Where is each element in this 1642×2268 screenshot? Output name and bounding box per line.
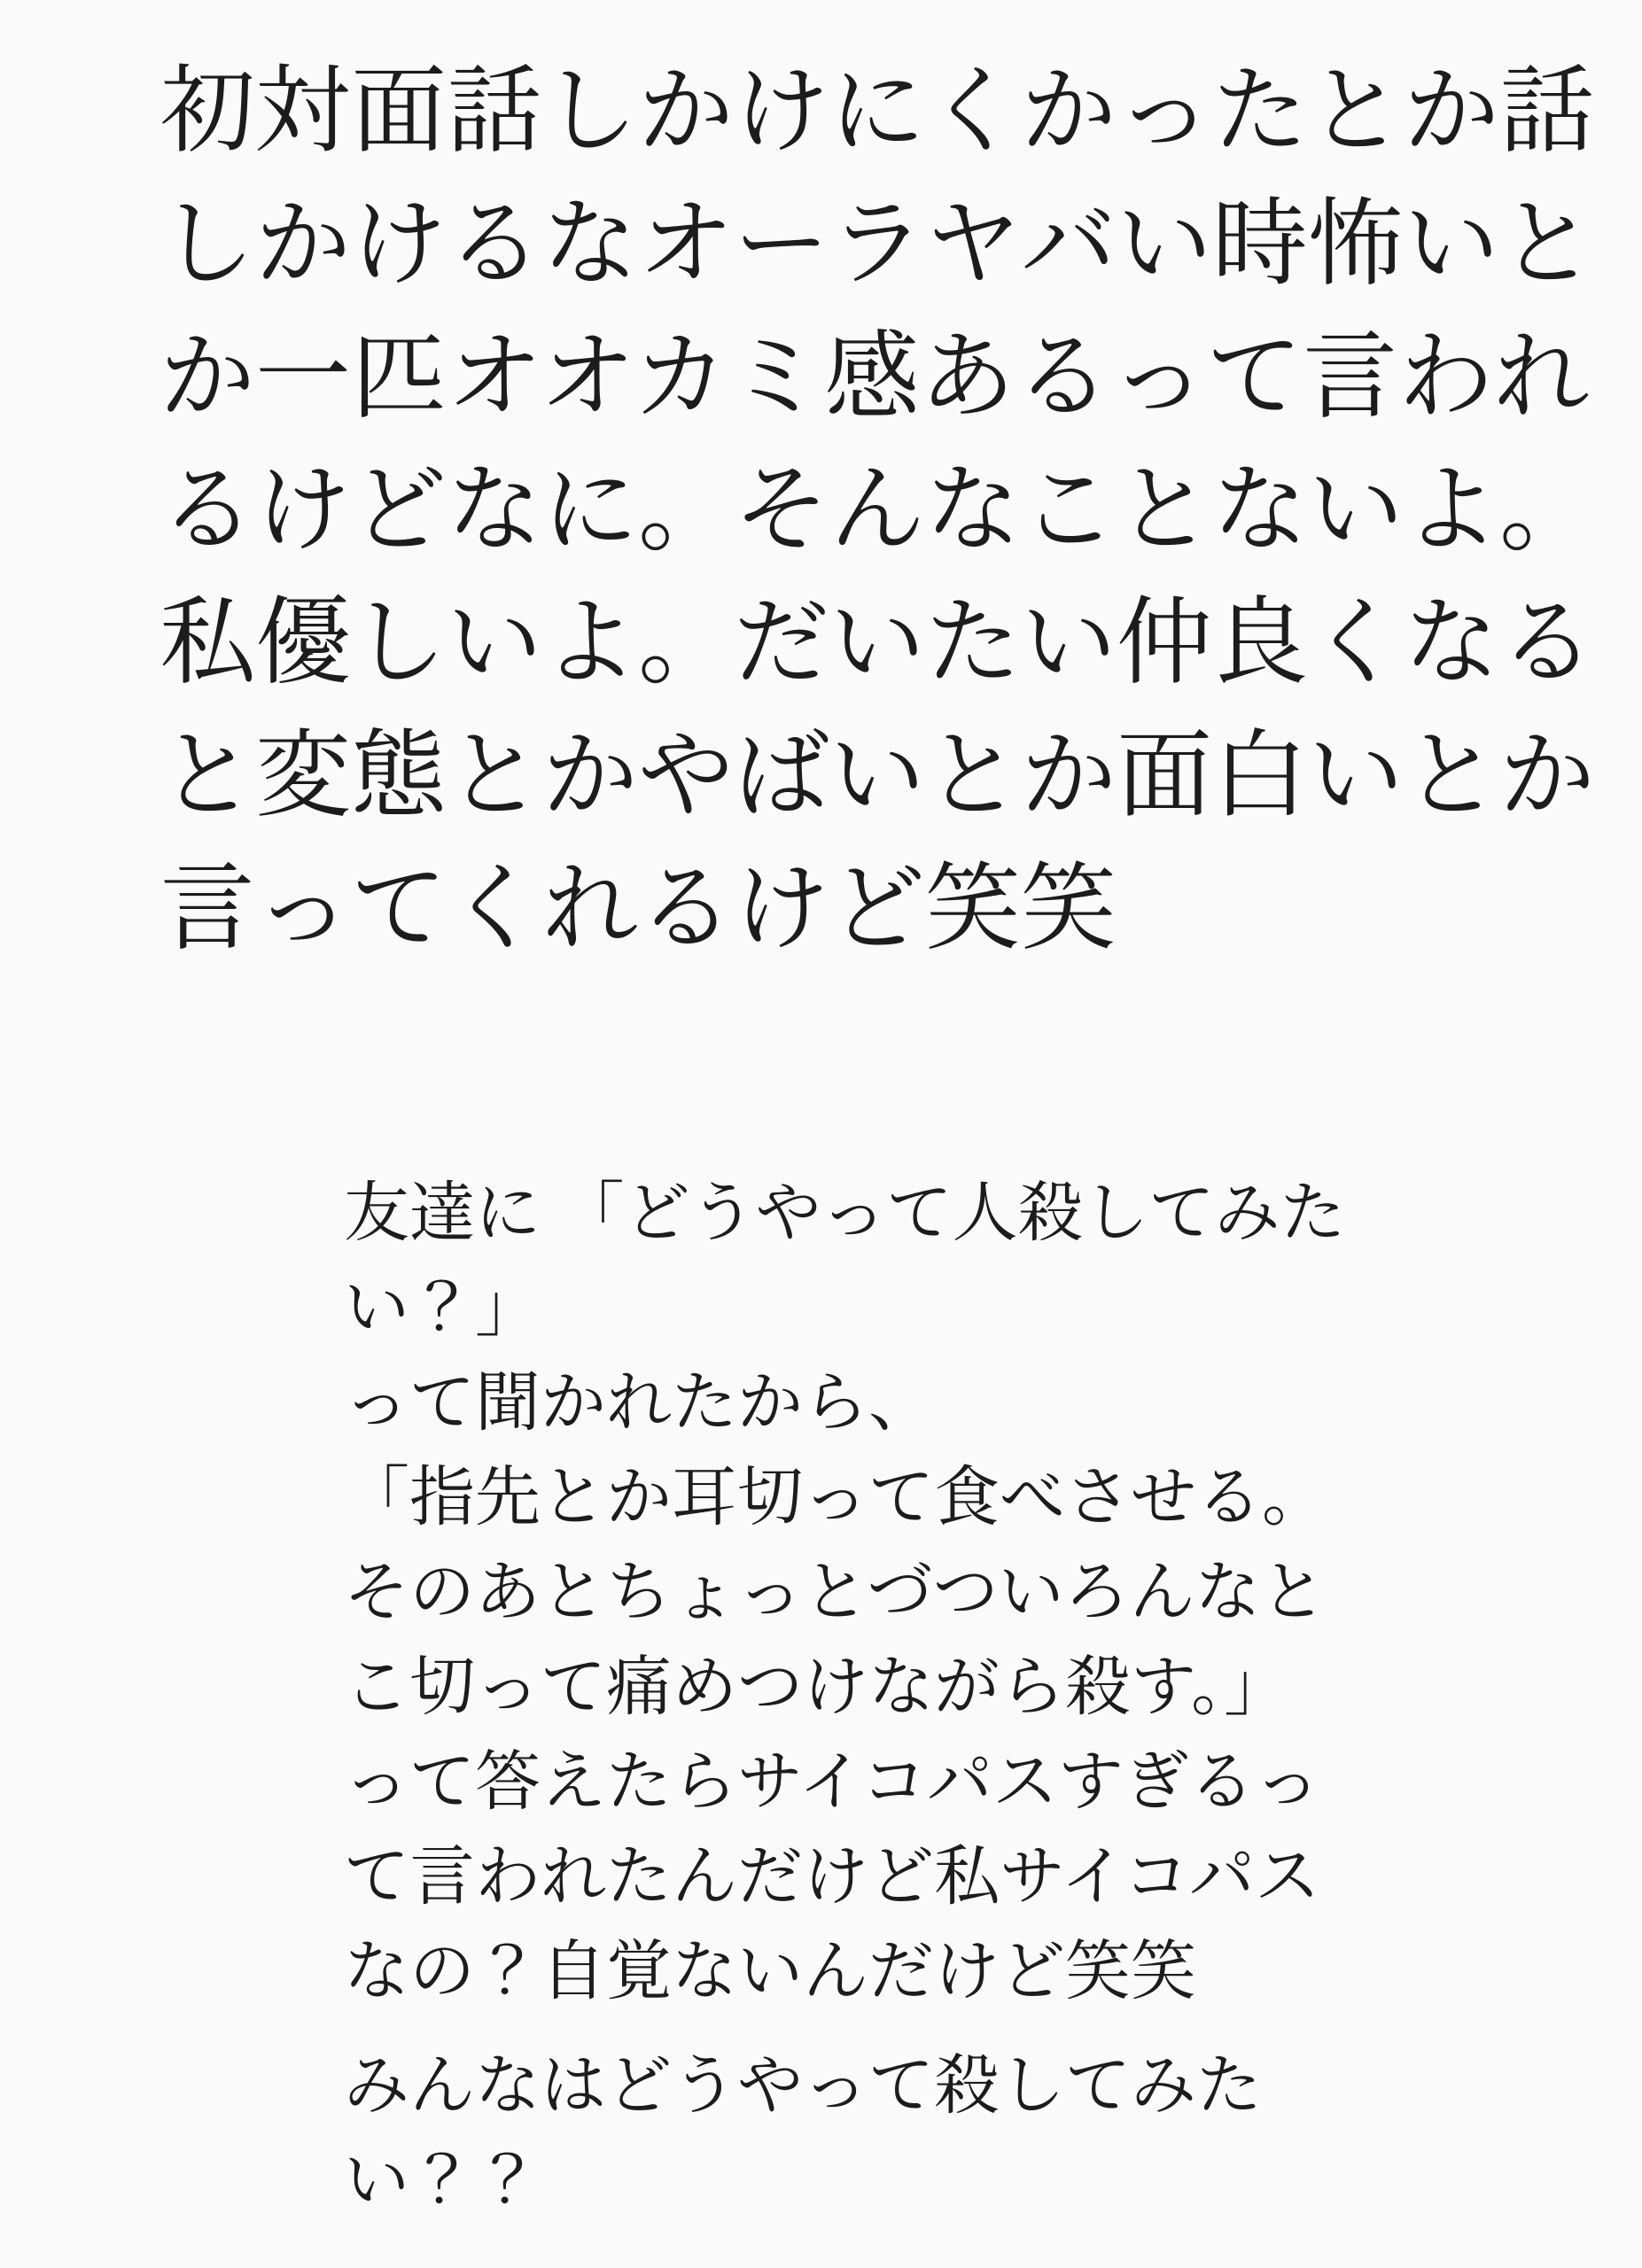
question-line: い？」 — [344, 1270, 541, 1344]
question-paragraph — [344, 2038, 1354, 2227]
answer-line: しかけるなオーラヤバい時怖いと — [160, 190, 1596, 297]
answer-text-block — [160, 44, 1613, 975]
answer-line: 私優しいよ。だいたい仲良くなる — [160, 588, 1596, 695]
question-line: みんなはどうやって殺してみた — [344, 2048, 1262, 2122]
answer-line: か一匹オオカミ感あるって言われ — [160, 322, 1590, 430]
question-line: 「指先とか耳切って食べさせる。 — [344, 1460, 1327, 1534]
answer-line: 初対面話しかけにくかったとか話 — [160, 57, 1596, 164]
question-line: なの？自覚ないんだけど笑笑 — [344, 1934, 1196, 2008]
answer-line: と変態とかやばいとか面白いとか — [160, 721, 1596, 828]
question-line: って答えたらサイコパスすぎるっ — [344, 1744, 1320, 1818]
question-line: い？？ — [344, 2143, 541, 2217]
question-line: って聞かれたから、 — [344, 1365, 934, 1439]
question-line: 友達に 「どうやって人殺してみた — [344, 1176, 1346, 1249]
question-paragraph — [344, 1165, 1354, 2018]
question-line: て言われたんだけど私サイコパス — [344, 1839, 1320, 1913]
question-line: こ切って痛めつけながら殺す。」 — [344, 1650, 1290, 1723]
answer-line: 言ってくれるけど笑笑 — [160, 854, 1117, 961]
answer-line: るけどなに。そんなことないよ。 — [160, 455, 1596, 563]
question-line: そのあとちょっとづついろんなと — [344, 1555, 1327, 1628]
question-text-block — [344, 1165, 1354, 2227]
